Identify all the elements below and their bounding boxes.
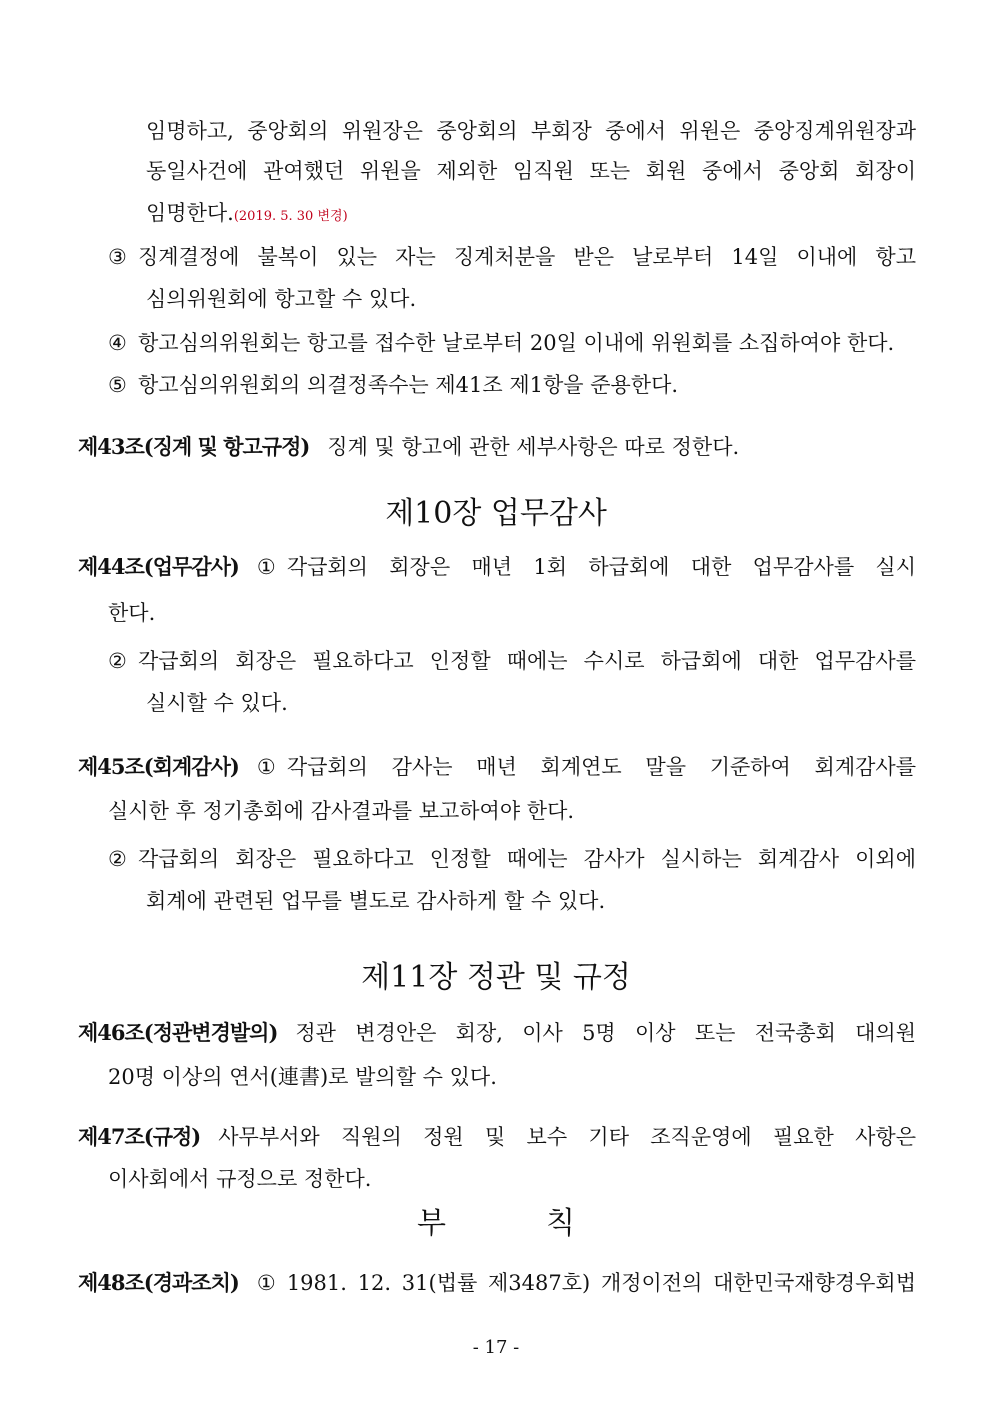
art48-line1: [78, 1268, 916, 1298]
para-text: 징계결정에 불복이 있는 자는 징계처분을 받은 날로부터 14일 이내에 항고: [138, 245, 916, 269]
art45-para2-line1: [108, 844, 916, 874]
para-text: 1981. 12. 31(법률 제3487호) 개정이전의 대한민국재향경우회법: [286, 1271, 916, 1295]
para-number: ①: [256, 755, 276, 779]
para-number: ⑤: [108, 373, 127, 397]
para-number: ④: [108, 331, 127, 355]
art42-para3-line1: [108, 242, 916, 272]
art45-line2: 실시한 후 정기총회에 감사결과를 보고하여야 한다.: [108, 799, 575, 823]
article-title: 제46조(정관변경발의): [78, 1020, 278, 1045]
article-text: 정관 변경안은 회장, 이사 5명 이상 또는 전국총회 대의원: [295, 1021, 916, 1045]
chapter-11-heading: 제11장 정관 및 규정: [361, 960, 631, 995]
art42-para3-line2: 심의위원회에 항고할 수 있다.: [146, 287, 417, 311]
article-title: 제47조(규정): [78, 1124, 201, 1149]
para-text: 각급회의 감사는 매년 회계연도 말을 기준하여 회계감사를: [286, 755, 916, 779]
art44-line1: [78, 552, 916, 582]
article-text: 징계 및 항고에 관한 세부사항은 따로 정한다.: [327, 435, 740, 459]
article-title: 제43조(징계 및 항고규정): [78, 434, 310, 459]
art46-line1: [78, 1018, 916, 1048]
article-text: 사무부서와 직원의 정원 및 보수 기타 조직운영에 필요한 사항은: [218, 1125, 916, 1149]
art45-line1: [78, 752, 916, 782]
amendment-note: (2019. 5. 30 변경): [233, 209, 348, 224]
art42-para5: [108, 370, 916, 400]
para-number: ③: [108, 245, 127, 269]
art42-line3-text: 임명한다.: [146, 201, 234, 225]
addenda-heading: 부칙: [417, 1206, 675, 1241]
art44-line2: 한다.: [108, 601, 156, 625]
para-text: 각급회의 회장은 필요하다고 인정할 때에는 수시로 하급회에 대한 업무감사를: [138, 649, 916, 673]
article-title: 제44조(업무감사): [78, 554, 239, 579]
art44-para2-line2: 실시할 수 있다.: [146, 691, 288, 715]
para-number: ①: [256, 1271, 276, 1295]
article-title: 제45조(회계감사): [78, 754, 239, 779]
page-number: - 17 -: [472, 1337, 520, 1358]
art47-line1: [78, 1122, 916, 1152]
chapter-10-heading: 제10장 업무감사: [385, 496, 607, 531]
para-number: ①: [256, 555, 276, 579]
art45-para2-line2: 회계에 관련된 업무를 별도로 감사하게 할 수 있다.: [146, 889, 606, 913]
art43: [78, 432, 916, 462]
art47-line2: 이사회에서 규정으로 정한다.: [108, 1167, 372, 1191]
para-text: 각급회의 회장은 필요하다고 인정할 때에는 감사가 실시하는 회계감사 이외에: [138, 847, 916, 871]
article-title: 제48조(경과조치): [78, 1270, 239, 1295]
art44-para2-line1: [108, 646, 916, 676]
para-text: 항고심의위원회는 항고를 접수한 날로부터 20일 이내에 위원회를 소집하여야 한다.: [138, 331, 895, 355]
art42-line3: [146, 198, 916, 232]
para-number: ②: [108, 649, 127, 673]
para-text: 각급회의 회장은 매년 1회 하급회에 대한 업무감사를 실시: [286, 555, 916, 579]
para-text: 항고심의위원회의 의결정족수는 제41조 제1항을 준용한다.: [138, 373, 679, 397]
art42-para4: [108, 328, 916, 358]
art42-line2: 동일사건에 관여했던 위원을 제외한 임직원 또는 회원 중에서 중앙회 회장이: [146, 159, 916, 183]
art42-line1: 임명하고, 중앙회의 위원장은 중앙회의 부회장 중에서 위원은 중앙징계위원장과: [146, 119, 916, 143]
para-number: ②: [108, 847, 127, 871]
art46-line2: 20명 이상의 연서(連書)로 발의할 수 있다.: [108, 1065, 497, 1089]
